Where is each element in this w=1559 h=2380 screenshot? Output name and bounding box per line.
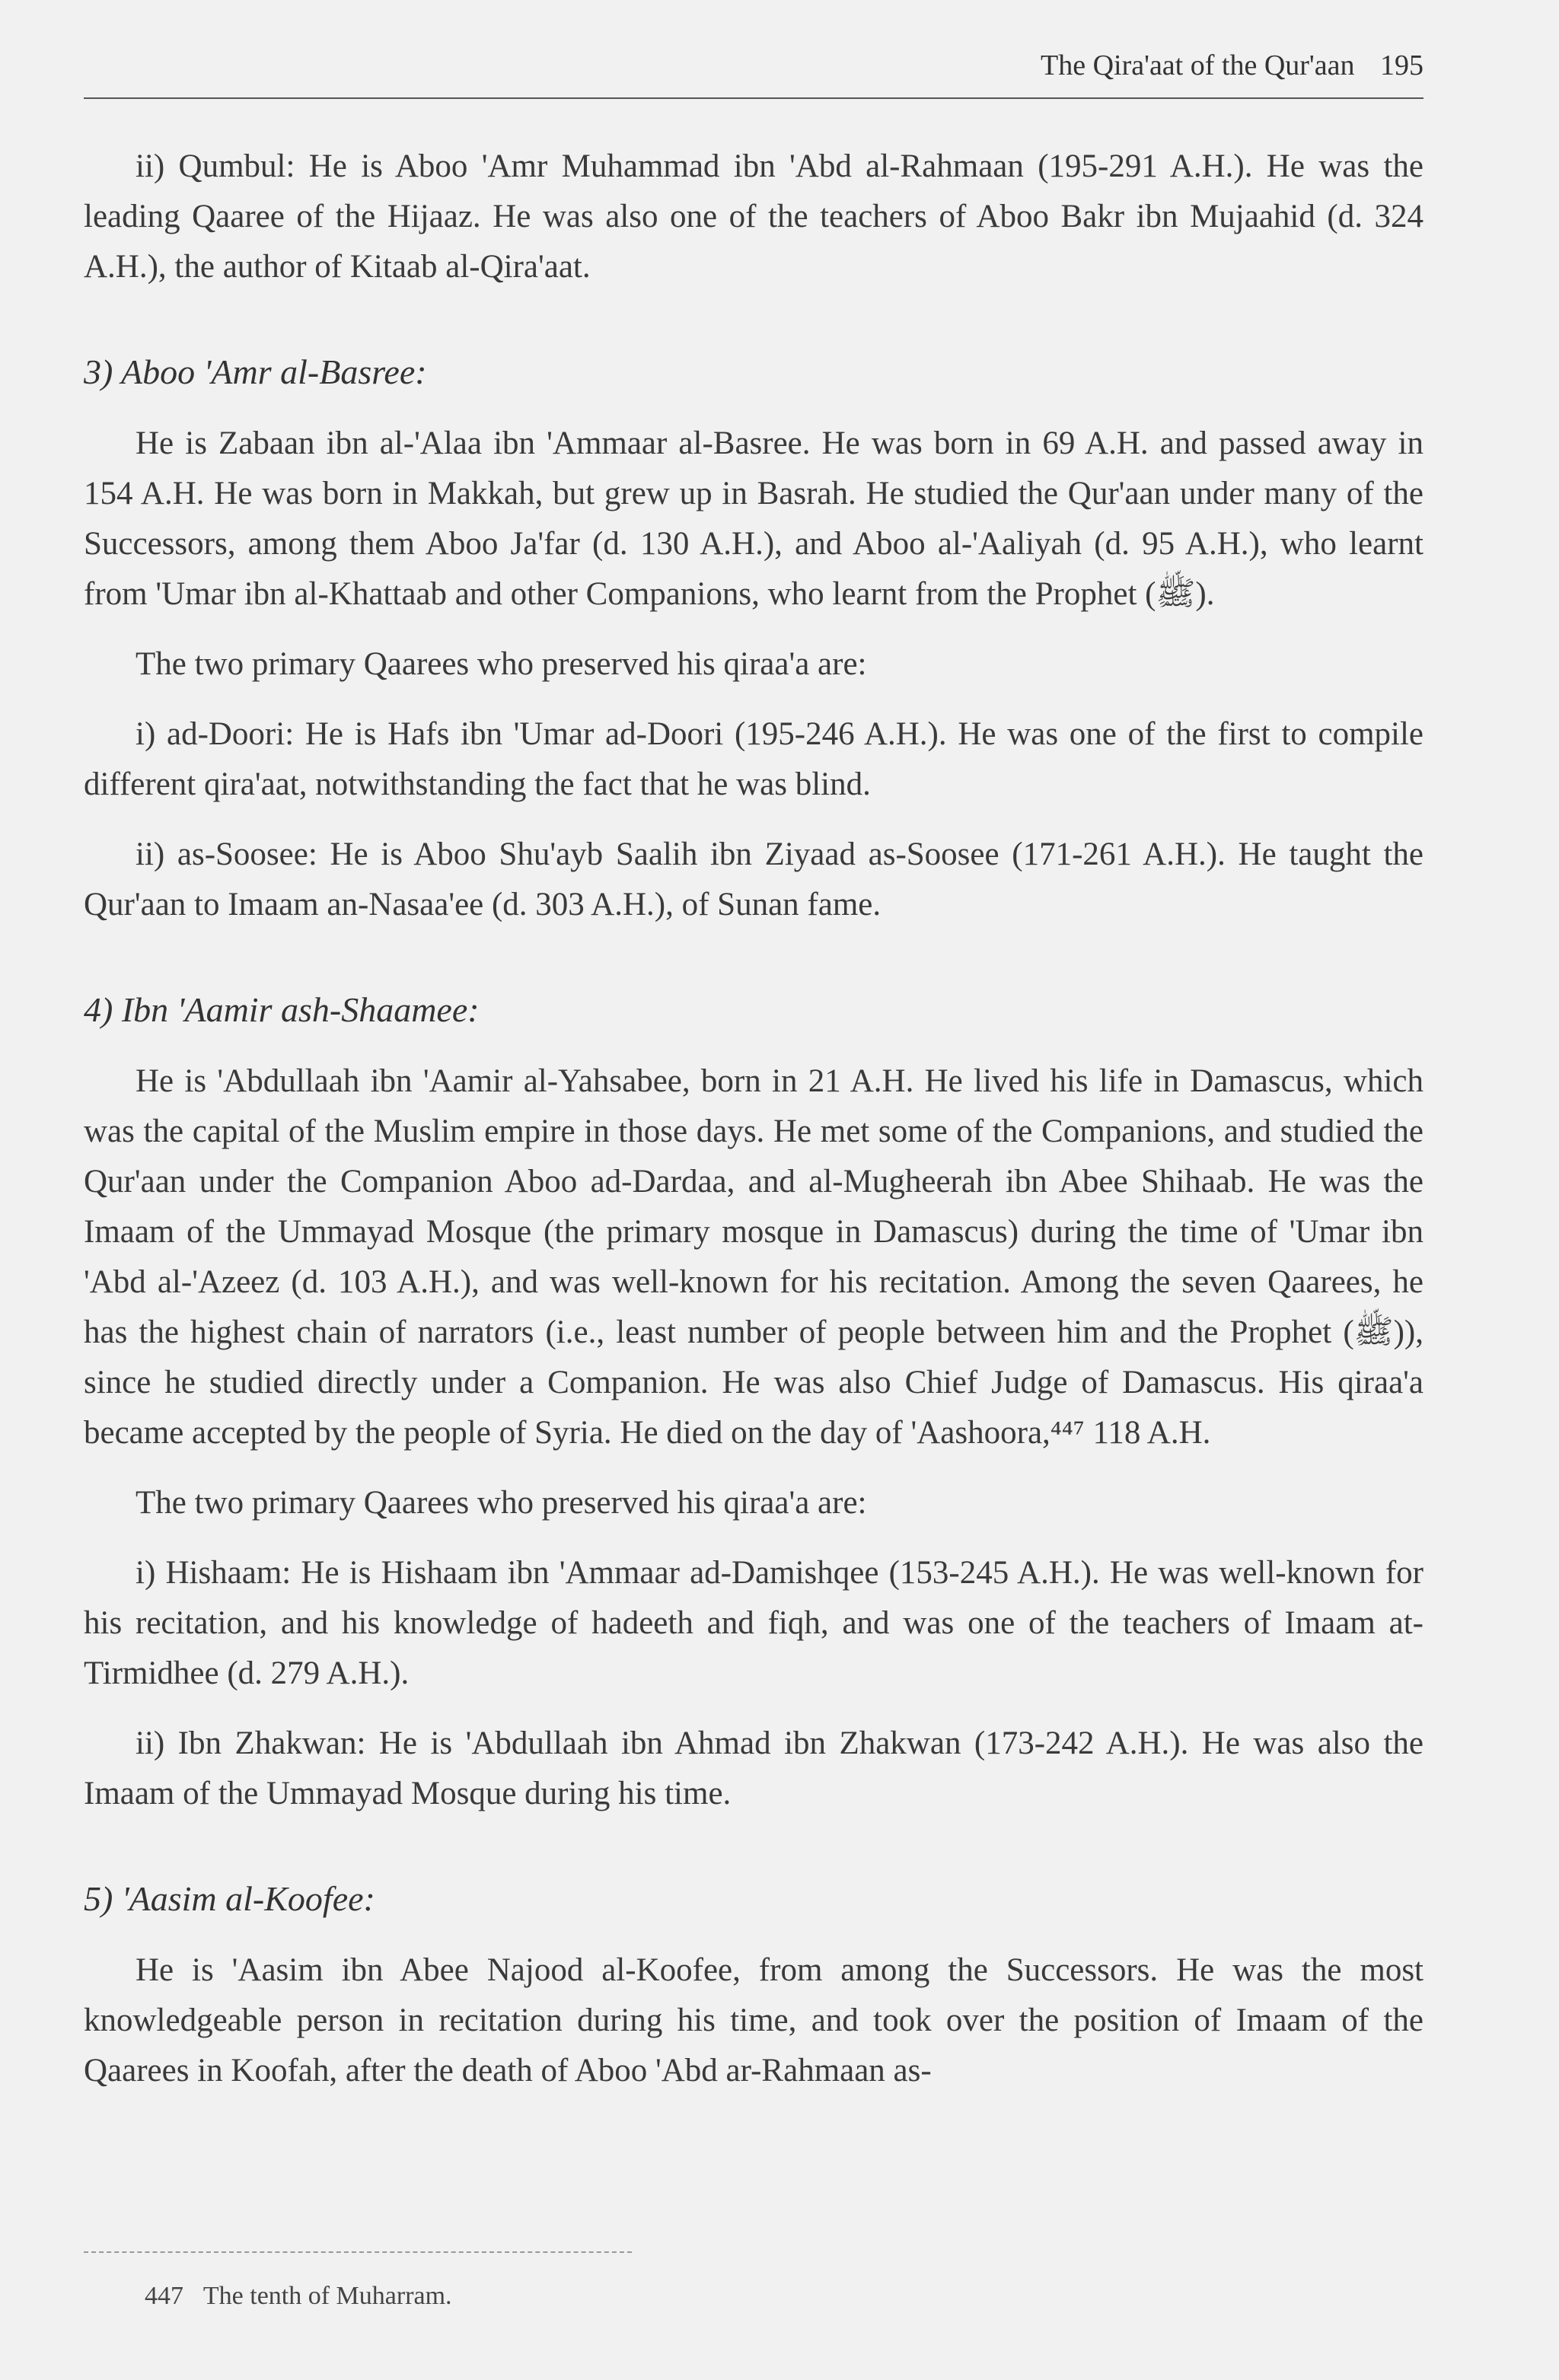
paragraph-as-soosee: ii) as-Soosee: He is Aboo Shu'ayb Saalih ibn Ziyaad as-Soosee (171-261 A.H.). He taught the Qur'aan to Imaam an-Nasaa'ee (d. 303 A.H.), of Sunan fame.: [84, 836, 1424, 922]
paragraph-ibn-zhakwan: ii) Ibn Zhakwan: He is 'Abdullaah ibn Ahmad ibn Zhakwan (173-242 A.H.). He was also the Imaam of the Ummayad Mosque during his time.: [84, 1725, 1424, 1811]
paragraph-ad-doori: i) ad-Doori: He is Hafs ibn 'Umar ad-Doori (195-246 A.H.). He was one of the first to compile different qira'aat, notwithstanding the fact that he was blind.: [84, 716, 1424, 802]
heading-ibn-aamir: 4) Ibn 'Aamir ash-Shaamee:: [84, 990, 480, 1029]
paragraph-qumbul: ii) Qumbul: He is Aboo 'Amr Muhammad ibn 'Abd al-Rahmaan (195-291 A.H.). He was the leading Qaaree of the Hijaaz. He was also one of the teachers of Aboo Bakr ibn Mujaahid (d. 324 A.H.), the author of Kitaab al-Qira'aat.: [84, 148, 1424, 285]
footnote-divider: [84, 2251, 632, 2253]
footnote: [145, 2282, 452, 2311]
book-page: [84, 0, 1424, 2380]
footnote-text: The tenth of Muharram.: [202, 2282, 452, 2310]
paragraph-zabaan: He is Zabaan ibn al-'Alaa ibn 'Ammaar al-Basree. He was born in 69 A.H. and passed away in 154 A.H. He was born in Makkah, but grew up in Basrah. He studied the Qur'aan under many of the Successors, among them Aboo Ja'far (d. 130 A.H.), and Aboo al-'Aaliyah (d. 95 A.H.), who learnt from 'Umar ibn al-Khattaab and other Companions, who learnt from the Prophet (ﷺ).: [84, 425, 1424, 612]
paragraph-qaarees-intro-1: The two primary Qaarees who preserved his qiraa'a are:: [135, 646, 867, 682]
footnote-number: 447: [145, 2282, 183, 2310]
running-title: The Qira'aat of the Qur'aan: [1041, 49, 1355, 81]
paragraph-qaarees-intro-2: The two primary Qaarees who preserved his qiraa'a are:: [135, 1485, 867, 1521]
running-head: [84, 43, 1424, 99]
paragraph-aasim: He is 'Aasim ibn Abee Najood al-Koofee, from among the Successors. He was the most knowledgeable person in recitation during his time, and took over the position of Imaam of the Qaarees in Koofah, after the death of Aboo 'Abd ar-Rahmaan as-: [84, 1952, 1424, 2088]
paragraph-hishaam: i) Hishaam: He is Hishaam ibn 'Ammaar ad-Damishqee (153-245 A.H.). He was well-known for his recitation, and his knowledge of hadeeth and fiqh, and was one of the teachers of Imaam at-Tirmidhee (d. 279 A.H.).: [84, 1555, 1424, 1691]
paragraph-abdullaah-ibn-aamir: He is 'Abdullaah ibn 'Aamir al-Yahsabee, born in 21 A.H. He lived his life in Damascus, which was the capital of the Muslim empire in those days. He met some of the Companions, and studied the Qur'aan under the Companion Aboo ad-Dardaa, and al-Mugheerah ibn Abee Shihaab. He was the Imaam of the Ummayad Mosque (the primary mosque in Damascus) during the time of 'Umar ibn 'Abd al-'Azeez (d. 103 A.H.), and was well-known for his recitation. Among the seven Qaarees, he has the highest chain of narrators (i.e., least number of people between him and the Prophet (ﷺ)), since he studied directly under a Companion. He was also Chief Judge of Damascus. His qiraa'a became accepted by the people of Syria. He died on the day of 'Aashoora,⁴⁴⁷ 118 A.H.: [84, 1063, 1424, 1451]
heading-aboo-amr: 3) Aboo 'Amr al-Basree:: [84, 352, 427, 391]
body-text: [84, 142, 1424, 2116]
heading-aasim: 5) 'Aasim al-Koofee:: [84, 1879, 375, 1918]
page-number: 195: [1380, 49, 1424, 81]
